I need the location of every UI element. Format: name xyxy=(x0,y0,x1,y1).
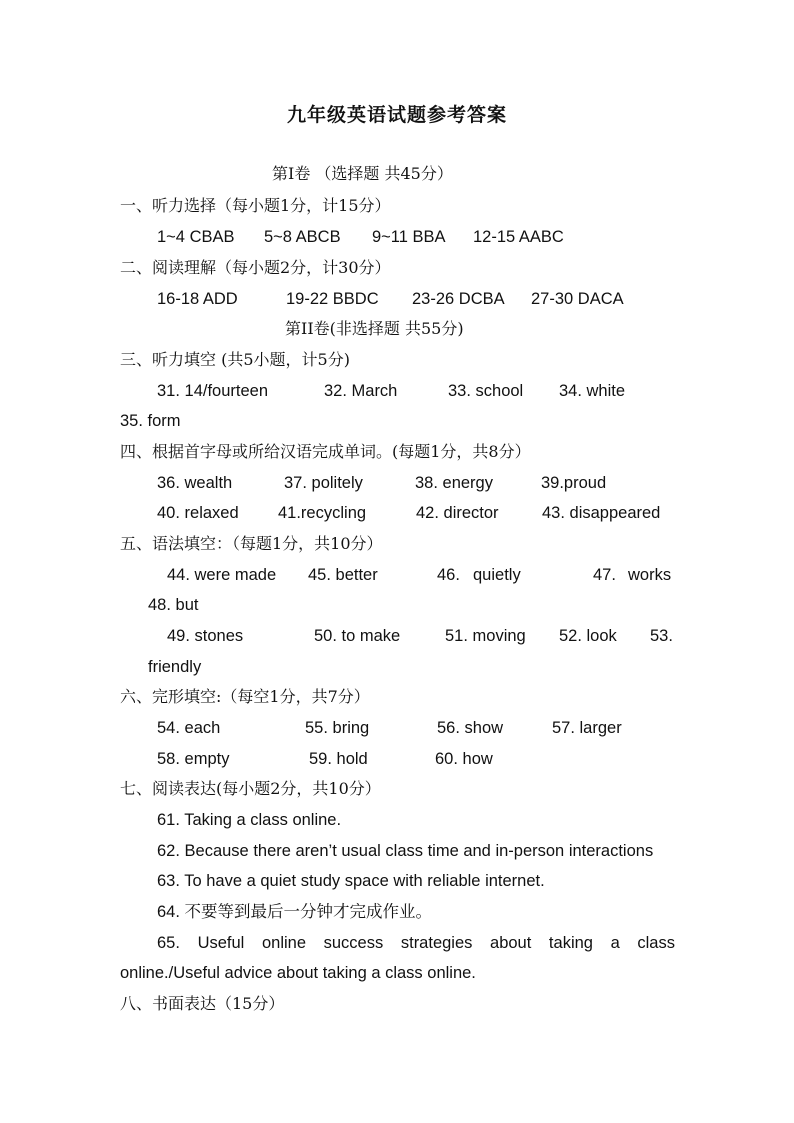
volume-2-heading: 第II卷(非选择题 共55分) xyxy=(285,319,464,338)
answer-12-15: 12-15 AABC xyxy=(473,228,564,246)
section-4-heading: 四、根据首字母或所给汉语完成单词。(每题1分，共8分） xyxy=(120,442,531,461)
answer-16-18: 16-18 ADD xyxy=(157,290,238,308)
answer-53-number: 53. xyxy=(650,627,673,645)
answer-43: 43. disappeared xyxy=(542,504,661,522)
answer-55: 55. bring xyxy=(305,719,370,737)
answer-41: 41.recycling xyxy=(278,504,367,522)
answer-65-paragraph xyxy=(120,928,675,988)
answer-64: 64. 不要等到最后一分钟才完成作业。 xyxy=(157,903,433,921)
answer-44: 44. were made xyxy=(167,566,277,584)
answer-48: 48. but xyxy=(148,596,199,614)
answer-59: 59. hold xyxy=(309,750,368,768)
answer-46-word: quietly xyxy=(473,566,521,584)
answer-51: 51. moving xyxy=(445,627,526,645)
answer-65: 65. Useful online success strategies about taking a class online./Useful advice about taking a class online. xyxy=(120,934,675,982)
answer-56: 56. show xyxy=(437,719,504,737)
answer-35: 35. form xyxy=(120,412,181,430)
answer-39: 39.proud xyxy=(541,474,607,492)
answer-58: 58. empty xyxy=(157,750,230,768)
answer-52: 52. look xyxy=(559,627,617,645)
answer-40: 40. relaxed xyxy=(157,504,239,522)
answer-33: 33. school xyxy=(448,382,524,400)
answer-1-4: 1~4 CBAB xyxy=(157,228,235,246)
answer-53-word: friendly xyxy=(148,658,202,676)
answer-34: 34. white xyxy=(559,382,626,400)
answer-57: 57. larger xyxy=(552,719,622,737)
answer-46-number: 46. xyxy=(437,566,460,584)
answer-27-30: 27-30 DACA xyxy=(531,290,624,308)
answer-54: 54. each xyxy=(157,719,221,737)
page-title: 九年级英语试题参考答案 xyxy=(286,104,507,126)
section-5-heading: 五、语法填空：（每题1分，共10分） xyxy=(120,534,383,553)
section-7-heading: 七、阅读表达(每小题2分，共10分） xyxy=(120,779,381,798)
answer-47-word: works xyxy=(628,566,672,584)
section-3-heading: 三、听力填空 (共5小题，计5分) xyxy=(120,350,350,369)
answer-50: 50. to make xyxy=(314,627,401,645)
answer-38: 38. energy xyxy=(415,474,493,492)
answer-47-number: 47. xyxy=(593,566,616,584)
section-6-heading: 六、完形填空:（每空1分，共7分） xyxy=(120,687,370,706)
volume-1-heading: 第Ⅰ卷 （选择题 共45分） xyxy=(272,164,453,183)
section-1-heading: 一、听力选择（每小题1分，计15分） xyxy=(120,196,391,215)
answer-9-11: 9~11 BBA xyxy=(372,228,446,246)
answer-23-26: 23-26 DCBA xyxy=(412,290,505,308)
answer-5-8: 5~8 ABCB xyxy=(264,228,341,246)
answer-45: 45. better xyxy=(308,566,378,584)
answer-60: 60. how xyxy=(435,750,493,768)
answer-63: 63. To have a quiet study space with reliable internet. xyxy=(157,872,545,890)
answer-32: 32. March xyxy=(324,382,398,400)
answer-31: 31. 14/fourteen xyxy=(157,382,269,400)
answer-19-22: 19-22 BBDC xyxy=(286,290,379,308)
answer-49: 49. stones xyxy=(167,627,244,645)
answer-62: 62. Because there aren’t usual class time and in-person interactions xyxy=(157,842,654,860)
answer-61: 61. Taking a class online. xyxy=(157,811,342,829)
answer-37: 37. politely xyxy=(284,474,363,492)
answer-36: 36. wealth xyxy=(157,474,233,492)
section-8-heading: 八、书面表达（15分） xyxy=(120,994,285,1013)
answer-42: 42. director xyxy=(416,504,499,522)
section-2-heading: 二、阅读理解（每小题2分，计30分） xyxy=(120,258,391,277)
